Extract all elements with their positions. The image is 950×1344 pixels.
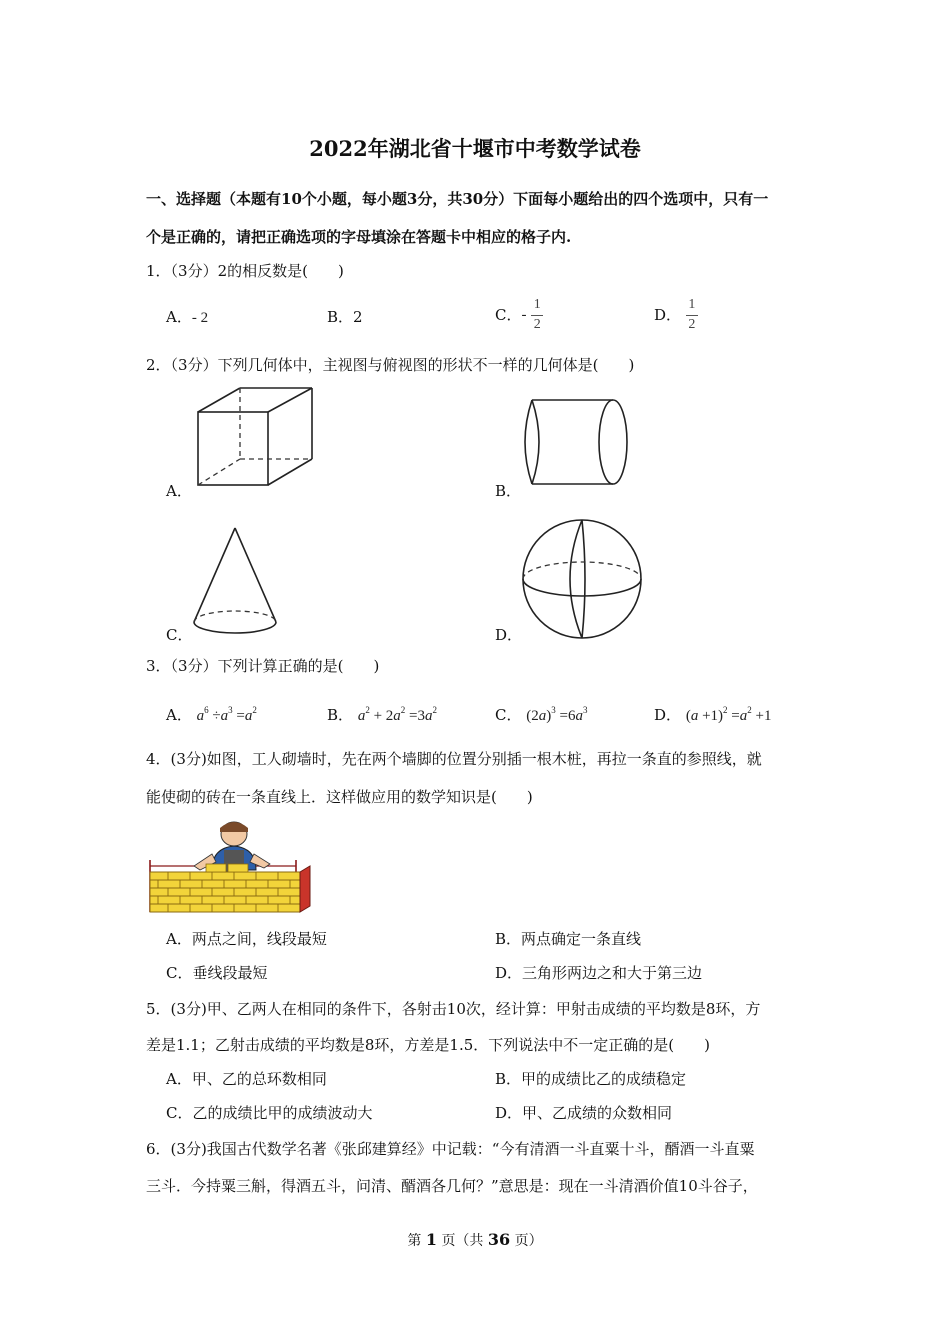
q1-option-b bbox=[327, 308, 363, 326]
section-instruction-line1: 一、选择题（本题有10个小题，每小题3分，共30分）下面每小题给出的四个选项中，只有一 bbox=[146, 190, 769, 208]
q1-b-label: B． bbox=[327, 308, 354, 326]
q1-c-fraction bbox=[531, 298, 543, 332]
q3-c-expression: $(2a)^3 =6a^3$ bbox=[526, 705, 588, 724]
q1-c-denominator: 2 bbox=[533, 316, 541, 332]
q1-a-label: A． bbox=[166, 308, 192, 326]
q3-option-a bbox=[166, 705, 257, 725]
q3-c-label: C． bbox=[495, 706, 522, 724]
q2-c-label: C． bbox=[166, 626, 193, 644]
q3-a-expression: $a^6 \div a^3 =a^2$ bbox=[196, 705, 257, 724]
q1-d-label: D． bbox=[654, 306, 682, 325]
q1-c-numerator: 1 bbox=[533, 297, 541, 312]
cube-figure bbox=[190, 385, 330, 490]
q2-d-label: D． bbox=[495, 626, 523, 644]
q5-option-d: D．甲、乙成绩的众数相同 bbox=[495, 1104, 673, 1122]
q2-stem: 2．（3分）下列几何体中，主视图与俯视图的形状不一样的几何体是( ) bbox=[146, 356, 635, 374]
footer-suffix: 页） bbox=[514, 1233, 543, 1249]
cone-figure bbox=[190, 525, 285, 640]
q3-d-expression: $(a +1)^2 =a^2 +1$ bbox=[685, 705, 772, 724]
q4-option-d: D．三角形两边之和大于第三边 bbox=[495, 964, 703, 982]
q5-option-c: C．乙的成绩比甲的成绩波动大 bbox=[166, 1104, 373, 1122]
section-instruction-line2: 个是正确的，请把正确选项的字母填涂在答题卡中相应的格子内. bbox=[146, 228, 572, 246]
q3-b-label: B． bbox=[327, 706, 354, 724]
q1-b-value: 2 bbox=[353, 308, 363, 326]
page-footer bbox=[0, 1230, 950, 1250]
bricklayer-illustration bbox=[146, 820, 316, 915]
footer-mid: 页（共 bbox=[441, 1233, 484, 1249]
q4-stem-line2: 能使砌的砖在一条直线上．这样做应用的数学知识是( ) bbox=[146, 788, 533, 806]
q5-option-a: A．甲、乙的总环数相同 bbox=[166, 1070, 327, 1088]
q4-option-b: B．两点确定一条直线 bbox=[495, 930, 642, 948]
q5-stem-line1: 5．(3分)甲、乙两人在相同的条件下，各射击10次，经计算：甲射击成绩的平均数是8环，方 bbox=[146, 1000, 761, 1018]
q3-d-label: D． bbox=[654, 706, 682, 724]
footer-total-pages: 36 bbox=[487, 1230, 511, 1249]
q1-option-a bbox=[166, 308, 208, 327]
q1-d-fraction bbox=[686, 298, 698, 332]
q5-stem-line2: 差是1.1；乙射击成绩的平均数是8环，方差是1.5．下列说法中不一定正确的是( ) bbox=[146, 1036, 710, 1054]
q3-b-expression: $a^2 + 2a^2 =3a^2$ bbox=[357, 705, 437, 724]
q2-a-label: A． bbox=[166, 482, 192, 500]
q1-c-sign: - bbox=[521, 307, 527, 324]
q5-option-b: B．甲的成绩比乙的成绩稳定 bbox=[495, 1070, 687, 1088]
q2-b-label: B． bbox=[495, 482, 522, 500]
q3-a-label: A． bbox=[166, 706, 192, 724]
q3-stem: 3．（3分）下列计算正确的是( ) bbox=[146, 657, 380, 675]
q1-d-denominator: 2 bbox=[688, 316, 696, 332]
q4-stem-line1: 4．(3分)如图，工人砌墙时，先在两个墙脚的位置分别插一根木桩，再拉一条直的参照线，就 bbox=[146, 750, 762, 768]
q1-option-c bbox=[495, 298, 543, 332]
q3-option-b bbox=[327, 705, 437, 725]
cylinder-figure bbox=[518, 395, 633, 490]
footer-page-number: 1 bbox=[425, 1230, 437, 1249]
q3-option-d bbox=[654, 705, 771, 725]
page-title: 2022年湖北省十堰市中考数学试卷 bbox=[309, 136, 641, 161]
q1-option-d bbox=[654, 298, 698, 332]
sphere-figure bbox=[520, 517, 645, 642]
q1-d-numerator: 1 bbox=[688, 297, 696, 312]
q1-c-label: C． bbox=[495, 306, 522, 325]
q6-stem-line1: 6．(3分)我国古代数学名著《张邱建算经》中记载：“今有清酒一斗直粟十斗，醑酒一斗直粟 bbox=[146, 1140, 755, 1158]
footer-prefix: 第 bbox=[407, 1233, 422, 1249]
q1-a-value: - 2 bbox=[191, 310, 209, 326]
q6-stem-line2: 三斗．今持粟三斛，得酒五斗，问清、醑酒各几何？”意思是：现在一斗清酒价值10斗谷子， bbox=[146, 1177, 758, 1195]
q1-stem: 1．（3分）2的相反数是( ) bbox=[146, 262, 344, 280]
q4-option-c: C．垂线段最短 bbox=[166, 964, 268, 982]
q4-option-a: A．两点之间，线段最短 bbox=[166, 930, 327, 948]
q3-option-c bbox=[495, 705, 587, 725]
